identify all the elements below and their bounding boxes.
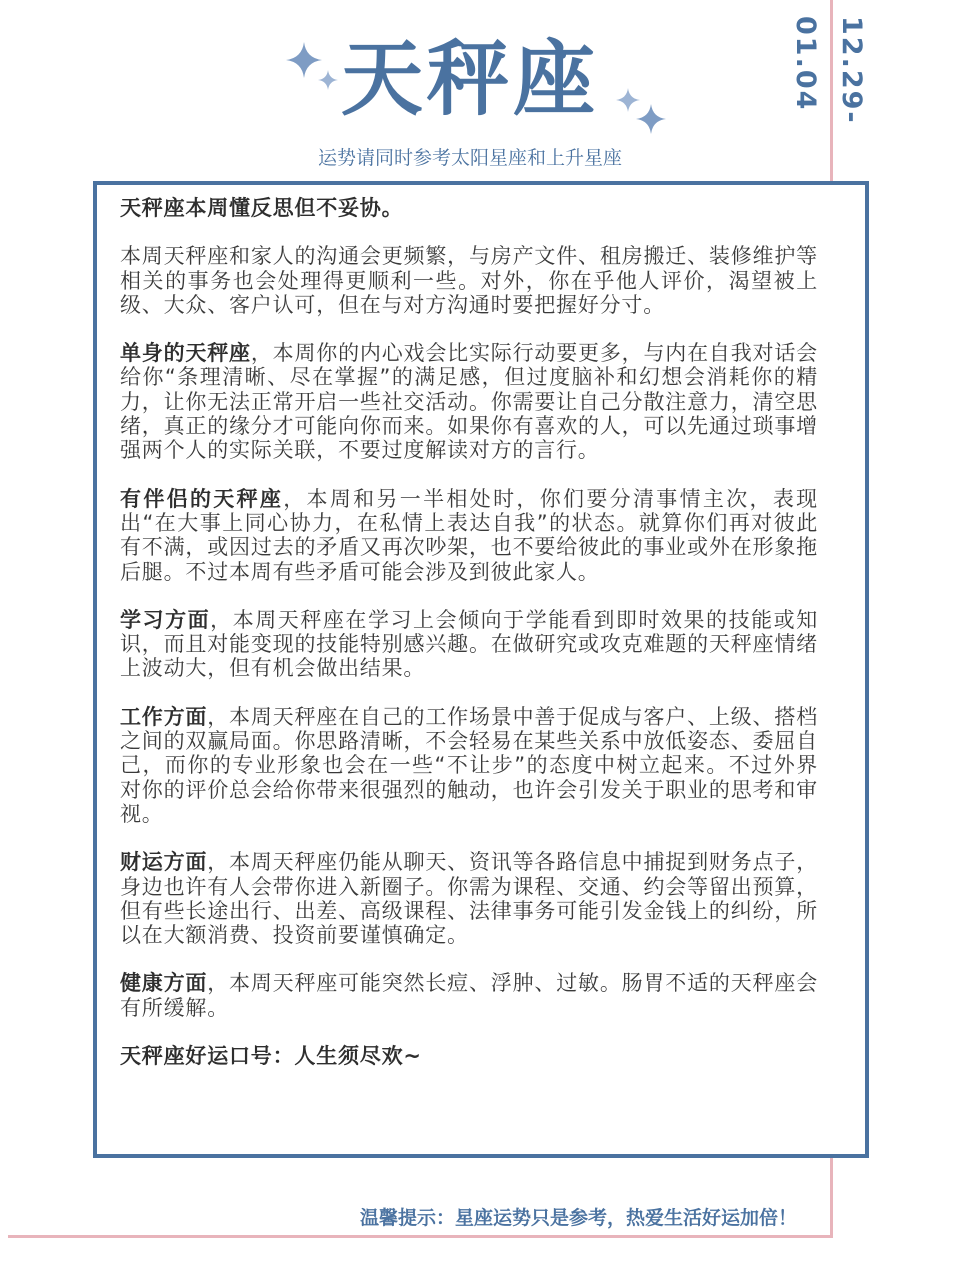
section-work [120, 705, 818, 826]
section-text: ，本周和另一半相处时，你们要分清事情主次，表现出“在大事上同心协力，在私情上表达自我”的状态。就算你们再对彼此有不满，或因过去的矛盾又再次吵架，也不要给彼此的事业或外在形象拖后腿。不过本周有些矛盾可能会涉及到彼此家人。 [120, 486, 818, 584]
section-heading: 财运方面 [120, 850, 208, 875]
section-finance [120, 850, 818, 947]
overview-paragraph: 本周天秤座和家人的沟通会更频繁，与房产文件、租房搬迁、装修维护等相关的事务也会处理得更顺利一些。对外，你在乎他人评价，渴望被上级、大众、客户认可，但在与对方沟通时要把握好分寸。 [120, 244, 818, 317]
section-study [120, 608, 818, 681]
date-range: 12.29-01.04 [790, 16, 867, 125]
sparkle-icon [636, 104, 666, 134]
section-heading: 工作方面 [120, 704, 208, 729]
section-health [120, 971, 818, 1020]
section-heading: 有伴侣的天秤座 [120, 486, 284, 511]
section-heading: 学习方面 [120, 607, 211, 632]
footer-tip: 温馨提示：星座运势只是参考，热爱生活好运加倍！ [360, 1207, 798, 1229]
pink-divider-horizontal [8, 1235, 833, 1238]
page-subtitle: 运势请同时参考太阳星座和上升星座 [317, 147, 622, 169]
section-text: ，本周你的内心戏会比实际行动要更多，与内在自我对话会给你“条理清晰、尽在掌握”的满足感，但过度脑补和幻想会消耗你的精力，让你无法正常开启一些社交活动。你需要让自己分散注意力，清空思绪，真正的缘分才可能向你而来。如果你有喜欢的人，可以先通过琐事增强两个人的实际关联，不要过度解读对方的言行。 [120, 341, 818, 463]
intro-line: 天秤座本周懂反思但不妥协。 [120, 196, 404, 220]
page-title: 天秤座 [340, 32, 599, 127]
section-heading: 健康方面 [120, 971, 208, 996]
horoscope-content [120, 196, 818, 1068]
section-text: ，本周天秤座仍能从聊天、资讯等各路信息中捕捉到财务点子，身边也许有人会带你进入新圈子。你需为课程、交通、约会等留出预算，但有些长途出行、出差、高级课程、法律事务可能引发金钱上的纠纷，所以在大额消费、投资前要谨慎确定。 [120, 850, 818, 948]
section-heading: 单身的天秤座 [120, 341, 251, 366]
section-partner [120, 487, 818, 584]
section-text: ，本周天秤座在自己的工作场景中善于促成与客户、上级、搭档之间的双赢局面。你思路清晰，不会轻易在某些关系中放低姿态、委屈自己，而你的专业形象也会在一些“不让步”的态度中树立起来。不过外界对你的评价总会给你带来很强烈的触动，也许会引发关于职业的思考和审视。 [120, 704, 818, 826]
section-single [120, 341, 818, 462]
section-text: ，本周天秤座在学习上会倾向于学能看到即时效果的技能或知识，而且对能变现的技能特别感兴趣。在做研究或攻克难题的天秤座情绪上波动大，但有机会做出结果。 [120, 607, 818, 681]
section-text: ，本周天秤座可能突然长痘、浮肿、过敏。肠胃不适的天秤座会有所缓解。 [120, 971, 818, 1020]
slogan: 天秤座好运口号：人生须尽欢~ [120, 1044, 422, 1069]
